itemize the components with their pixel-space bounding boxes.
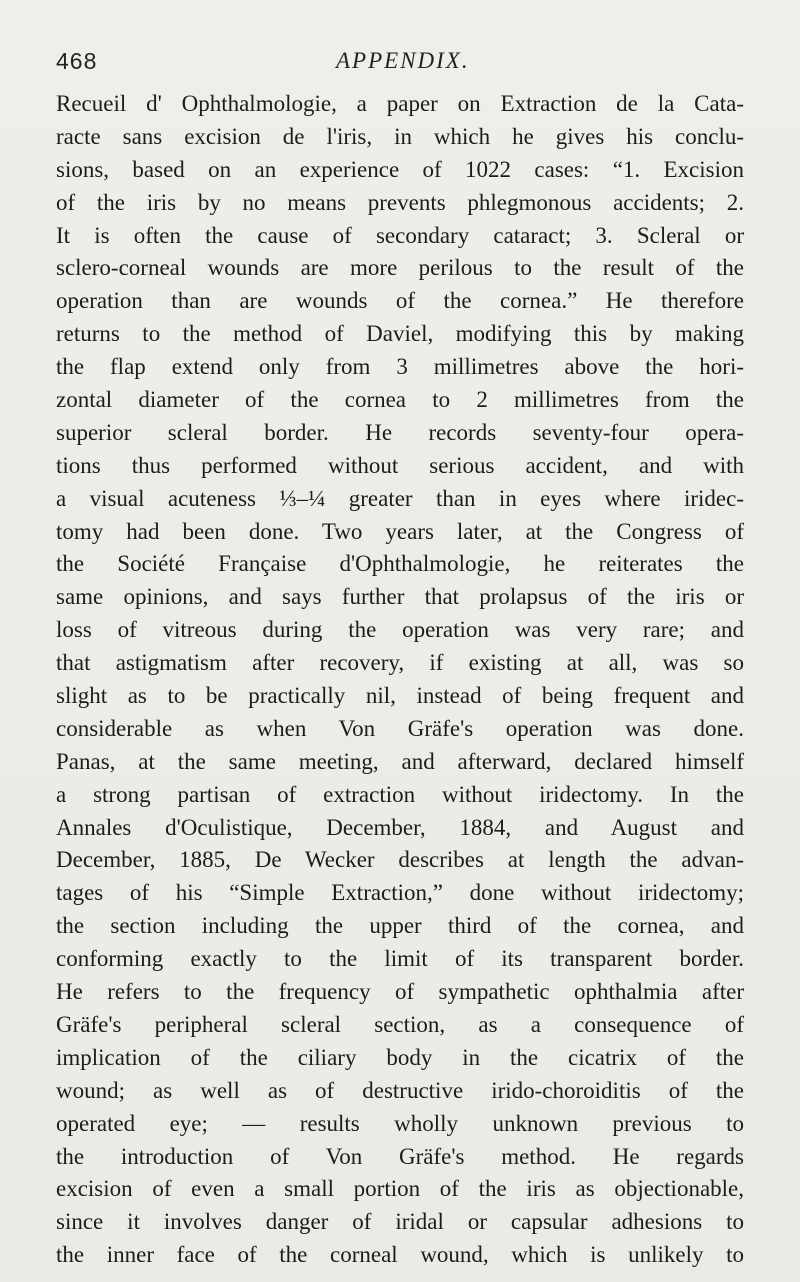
text-line: conforming exactly to the limit of its transparent border. bbox=[56, 946, 744, 972]
text-line: Panas, at the same meeting, and afterward, declared himself bbox=[56, 748, 744, 774]
text-line: the inner face of the corneal wound, which is unlikely to bbox=[56, 1242, 744, 1268]
text-line: slight as to be practically nil, instead of being frequent and bbox=[56, 683, 744, 709]
text-line: the introduction of Von Gräfe's method. He regards bbox=[56, 1143, 744, 1169]
text-line: excision of even a small portion of the iris as objectionable, bbox=[56, 1176, 744, 1202]
text-line: the Société Française d'Ophthalmologie, he reiterates the bbox=[56, 551, 744, 577]
text-line: operated eye; — results wholly unknown previous to bbox=[56, 1110, 744, 1136]
text-line: sions, based on an experience of 1022 cases: “1. Excision bbox=[56, 156, 744, 182]
text-line: considerable as when Von Gräfe's operation was done. bbox=[56, 715, 744, 741]
text-line: a visual acuteness ⅓–¼ greater than in eyes where iridec- bbox=[56, 485, 744, 511]
text-line: superior scleral border. He records seventy-four opera- bbox=[56, 419, 744, 445]
text-line: a strong partisan of extraction without iridectomy. In the bbox=[56, 781, 744, 807]
text-line: It is often the cause of secondary cataract; 3. Scleral or bbox=[56, 222, 744, 248]
text-line: the section including the upper third of the cornea, and bbox=[56, 913, 744, 939]
page-number: 468 bbox=[56, 48, 98, 74]
text-line: tions thus performed without serious accident, and with bbox=[56, 452, 744, 478]
text-line: returns to the method of Daviel, modifying this by making bbox=[56, 321, 744, 347]
text-line: wound; as well as of destructive irido-choroiditis of the bbox=[56, 1077, 744, 1103]
text-line: implication of the ciliary body in the cicatrix of the bbox=[56, 1044, 744, 1070]
text-line: the flap extend only from 3 millimetres above the hori- bbox=[56, 354, 744, 380]
text-line: same opinions, and says further that prolapsus of the iris or bbox=[56, 584, 744, 610]
text-line: zontal diameter of the cornea to 2 millimetres from the bbox=[56, 387, 744, 413]
text-line: December, 1885, De Wecker describes at length the advan- bbox=[56, 847, 744, 873]
text-line: that astigmatism after recovery, if existing at all, was so bbox=[56, 650, 744, 676]
page-header bbox=[56, 48, 744, 78]
text-line: since it involves danger of iridal or capsular adhesions to bbox=[56, 1209, 744, 1235]
text-line: operation than are wounds of the cornea.” He therefore bbox=[56, 288, 744, 314]
text-line: loss of vitreous during the operation was very rare; and bbox=[56, 617, 744, 643]
text-line: Gräfe's peripheral scleral section, as a consequence of bbox=[56, 1011, 744, 1037]
text-line: He refers to the frequency of sympathetic ophthalmia after bbox=[56, 979, 744, 1005]
text-line: of the iris by no means prevents phlegmonous accidents; 2. bbox=[56, 189, 744, 215]
text-line: Recueil d' Ophthalmologie, a paper on Extraction de la Cata- bbox=[56, 91, 744, 116]
text-line: sclero-corneal wounds are more perilous to the result of the bbox=[56, 255, 744, 281]
text-line: tages of his “Simple Extraction,” done without iridectomy; bbox=[56, 880, 744, 906]
running-head: APPENDIX. bbox=[336, 48, 470, 73]
text-line: tomy had been done. Two years later, at the Congress of bbox=[56, 518, 744, 544]
body-text bbox=[56, 88, 744, 1272]
text-line: Annales d'Oculistique, December, 1884, and August and bbox=[56, 814, 744, 840]
text-line: racte sans excision de l'iris, in which he gives his conclu- bbox=[56, 123, 744, 149]
